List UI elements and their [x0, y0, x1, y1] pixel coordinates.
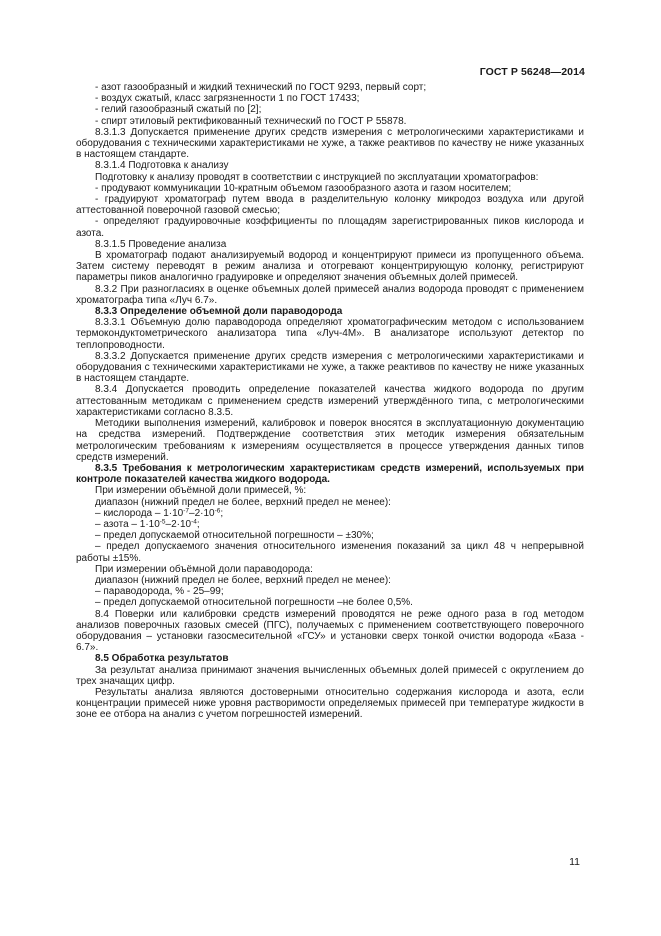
section-heading: 8.3.5 Требования к метрологическим характеристикам средств измерений, используемых при контроле показателей качества жидкого водорода. — [76, 462, 584, 486]
exponent: -5 — [159, 518, 166, 526]
paragraph: диапазон (нижний предел не более, верхний предел не менее): — [95, 574, 391, 586]
paragraph: - градуируют хроматограф путем ввода в разделительную колонку микродоз воздуха или другой аттестованной поверочной газовой смесью; — [76, 194, 584, 217]
paragraph: 8.3.3.1 Объемную долю параводорода определяют хроматографическим методом с использованием термокондуктометрического анализатора типа «Луч-4М». В анализаторе используют детектор по теплопроводности. — [76, 317, 584, 351]
paragraph: – предел допускаемого значения относительного изменения показаний за цикл 48 ч непрерывной работы ±15%. — [76, 541, 584, 564]
paragraph: 8.3.4 Допускается проводить определение показателей качества жидкого водорода по другим аттестованным методикам с применением средств измерений утверждённого типа, с метрологическими характеристиками согласно 8.3.5. — [76, 384, 584, 418]
paragraph: Подготовку к анализу проводят в соответствии с инструкцией по эксплуатации хроматографов: — [95, 171, 539, 183]
formula-text: ; — [196, 518, 200, 530]
formula-text: – азота – 1·10 — [95, 518, 160, 530]
section-heading: 8.5 Обработка результатов — [95, 653, 229, 665]
paragraph: Методики выполнения измерений, калибровок и поверок вносятся в эксплуатационную документацию на средства измерений. Подтверждение соответствия этих методик измерения обязательным метрологическим требованиям к измерениям осуществляется в процессе утверждения данных типов средств измерений. — [76, 418, 584, 463]
section-heading: 8.3.3 Определение объемной доли параводорода — [95, 306, 343, 318]
exponent: -4 — [191, 518, 197, 526]
paragraph: – параводорода, % - 25–99; — [95, 586, 224, 598]
document-header-standard-id: ГОСТ Р 56248—2014 — [479, 66, 585, 78]
paragraph: - гелий газообразный сжатый по [2]; — [95, 104, 262, 116]
paragraph: - определяют градуировочные коэффициенты по площадям зарегистрированных пиков кислорода и азота. — [76, 216, 584, 239]
paragraph: 8.3.2 При разногласиях в оценке объемных долей примесей анализ водорода проводят с применением хроматографа типа «Луч 6.7». — [76, 283, 584, 306]
paragraph: При измерении объёмной доли параводорода: — [95, 563, 313, 575]
paragraph: – предел допускаемой относительной погрешности – ±30%; — [95, 530, 374, 542]
paragraph: Результаты анализа являются достоверными относительно содержания кислорода и азота, если концентрации примесей ниже уровня растворимости определяемых примесей при температуре жидкости в зоне ее отбора на анализ с учетом погрешностей измерений. — [76, 686, 584, 721]
paragraph — [76, 508, 584, 519]
formula-text: –2·10 — [165, 518, 192, 530]
paragraph: 8.3.1.3 Допускается применение других средств измерения с метрологическими характеристиками и оборудования с техническими характеристиками не хуже, а также реактивов по качеству не ниже указанных в настоящем стандарте. — [76, 126, 584, 161]
exponent: -7 — [183, 507, 190, 515]
paragraph: - продувают коммуникации 10-кратным объемом газообразного азота и газом носителем; — [95, 182, 512, 194]
formula-text: – кислорода – 1·10 — [95, 507, 184, 519]
exponent: -6 — [214, 507, 221, 515]
paragraph: 8.4 Поверки или калибровки средств измерений проводятся не реже одного раза в год методом анализов поверочных газовых смесей (ПГС), получаемых с применением соответствующего поверочного оборудования – установки газосмесительной «ГСУ» и установки сверх тонкой очистки водорода «База - 6.7». — [76, 608, 584, 654]
paragraph: 8.3.1.5 Проведение анализа — [95, 238, 227, 250]
page-number: 11 — [569, 856, 580, 868]
paragraph: 8.3.1.4 Подготовка к анализу — [95, 160, 229, 172]
paragraph: В хроматограф подают анализируемый водород и концентрируют примеси из пропущенного объема. Затем систему переводят в режим анализа и отогревают концентрирующую колонку, регистрируют параметры пиков аналогично градуировке и определяют значения объемных долей примесей. — [76, 250, 584, 284]
formula-text: –2·10 — [189, 507, 215, 519]
paragraph: – предел допускаемой относительной погрешности –не более 0,5%. — [95, 597, 413, 609]
paragraph: - азот газообразный и жидкий технический по ГОСТ 9293, первый сорт; — [95, 82, 427, 93]
document-body — [76, 82, 584, 721]
paragraph: При измерении объёмной доли примесей, %: — [95, 485, 307, 497]
paragraph — [76, 519, 584, 530]
paragraph: За результат анализа принимают значения вычисленных объемных долей примесей с округлением до трех значащих цифр. — [76, 664, 584, 687]
formula-text: ; — [220, 507, 224, 519]
paragraph: - спирт этиловый ректификованный технический по ГОСТ Р 55878. — [95, 115, 407, 127]
paragraph: - воздух сжатый, класс загрязненности 1 по ГОСТ 17433; — [95, 93, 360, 105]
paragraph: диапазон (нижний предел не более, верхний предел не менее): — [95, 496, 391, 508]
paragraph: 8.3.3.2 Допускается применение других средств измерения с метрологическими характеристиками и оборудования с техническими характеристиками не хуже, а также реактивов по качеству не ниже указанных в настоящем стандарте. — [76, 350, 584, 385]
